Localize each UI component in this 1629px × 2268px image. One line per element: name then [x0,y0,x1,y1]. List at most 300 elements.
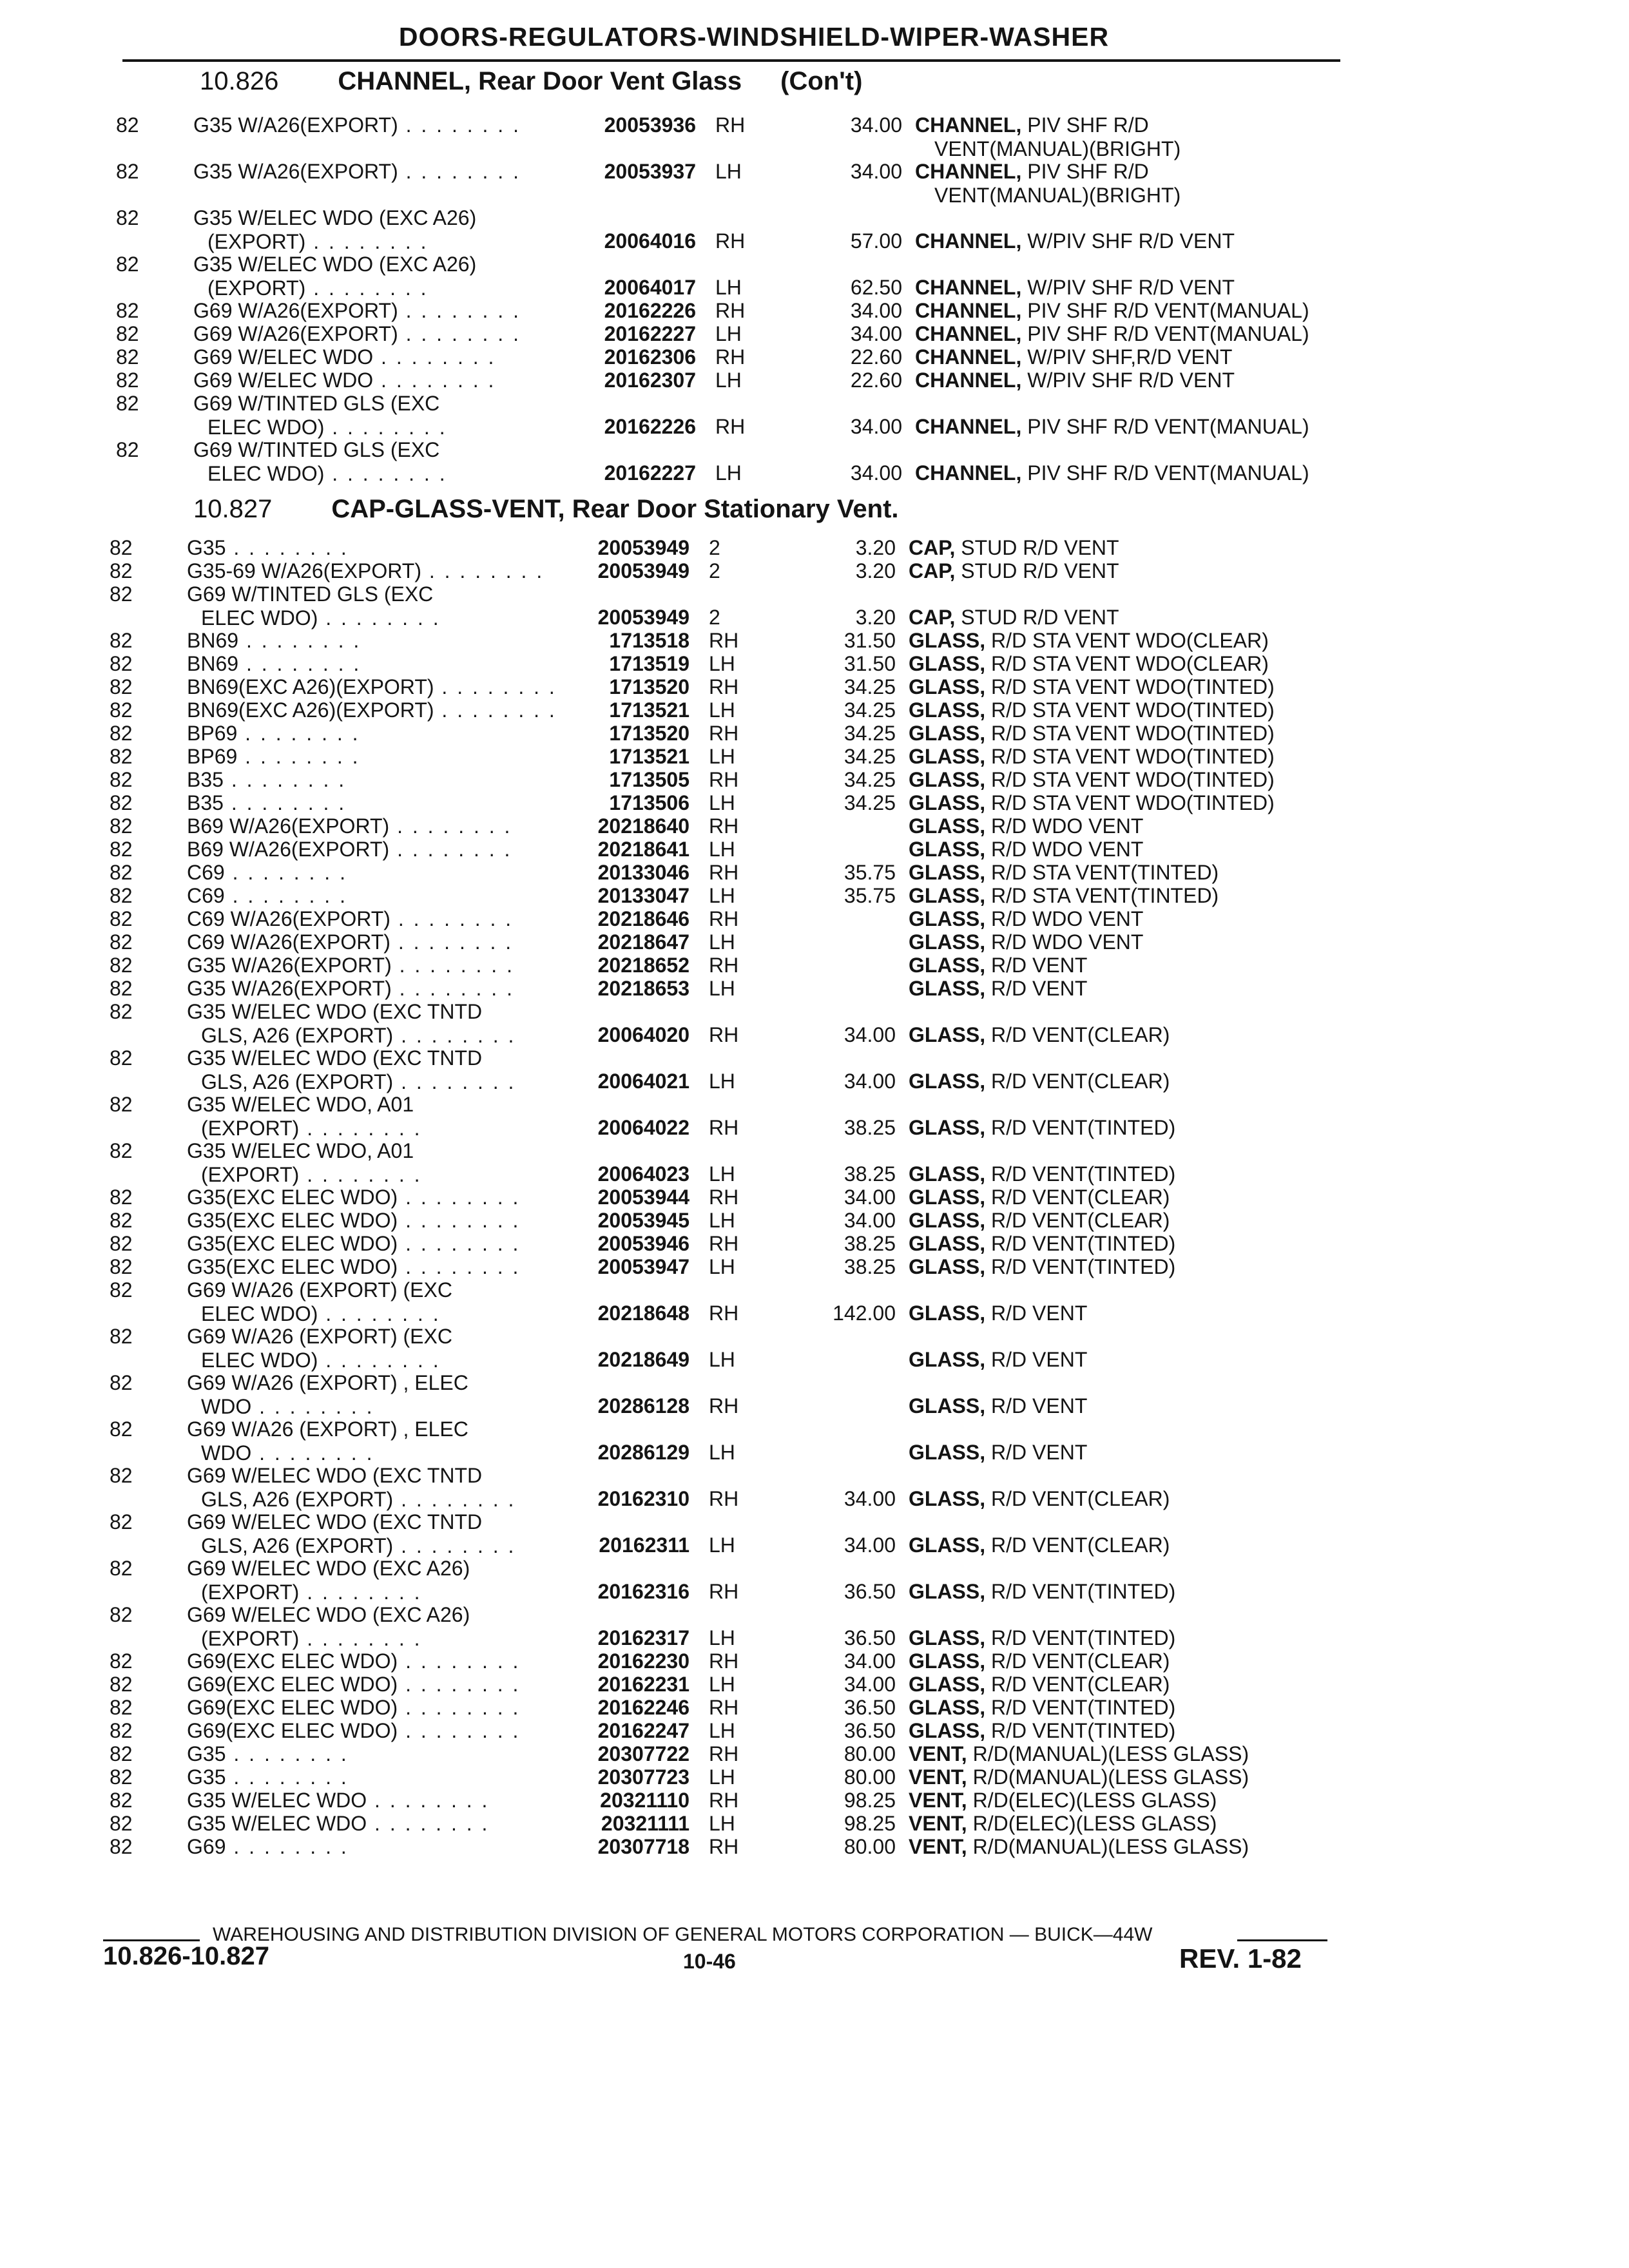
description-cell [915,461,1405,485]
model-cell [193,299,554,323]
table-row [116,299,1340,325]
description-noun: GLASS, [909,930,986,954]
price-cell: 34.00 [850,461,902,485]
price-cell: 34.00 [843,1673,896,1696]
description-cell [909,884,1398,908]
section-number: 10.827 [193,495,273,523]
description-cell [915,345,1405,369]
table-row [110,629,1334,655]
description-cell [909,1626,1398,1650]
price-cell: 22.60 [850,345,902,369]
description-text: R/D STA VENT WDO(CLEAR) [991,629,1269,652]
model-text: G69 W/ELEC WDO (EXC TNTD [187,1464,483,1487]
quantity-cell: 82 [110,1278,133,1302]
model-text: BN69(EXC A26)(EXPORT) . . . . . . . . [187,675,557,698]
price-cell: 34.00 [843,1649,896,1673]
model-cell [187,629,548,653]
description-noun: GLASS, [909,1070,986,1093]
part-number-cell: 20218649 [597,1348,689,1371]
description-cell [915,415,1405,439]
dot-leader: . . . . . . . . [318,606,441,629]
side-cell: LH [709,1162,735,1186]
side-cell: LH [709,1441,735,1464]
side-cell: RH [709,1116,739,1139]
description-text: R/D VENT(TINTED) [991,1580,1176,1603]
model-cell [193,438,554,486]
side-cell: LH [709,977,735,1000]
quantity-cell: 82 [110,1209,133,1232]
price-cell: 38.25 [843,1162,896,1186]
quantity-cell: 82 [110,1093,133,1116]
part-number-cell: 20162246 [597,1696,689,1719]
quantity-cell: 82 [110,629,133,652]
model-cell [187,1789,548,1812]
part-number-cell: 1713518 [609,629,689,652]
description-text: STUD R/D VENT [961,606,1119,629]
price-cell: 3.20 [855,606,896,629]
quantity-cell: 82 [110,791,133,814]
description-text: R/D WDO VENT [991,930,1144,954]
side-cell: LH [709,884,735,907]
part-number-cell: 20053936 [604,113,696,137]
part-number-cell: 20218641 [597,838,689,861]
model-text: G35-69 W/A26(EXPORT) . . . . . . . . [187,559,545,582]
model-text: G69 W/ELEC WDO (EXC A26) [187,1603,470,1626]
model-text-continued: ELEC WDO) . . . . . . . . [207,462,447,485]
model-text: G69 W/ELEC WDO . . . . . . . . [193,345,496,369]
part-number-cell: 20162227 [604,461,696,485]
description-noun: CHANNEL, [915,276,1022,299]
description-noun: GLASS, [909,1209,986,1232]
side-cell: LH [709,1209,735,1232]
model-text: G69(EXC ELEC WDO) . . . . . . . . [187,1719,521,1742]
quantity-cell: 82 [110,1719,133,1742]
side-cell: RH [715,415,746,438]
price-cell: 34.00 [843,1023,896,1046]
model-text: G69 W/A26 (EXPORT) , ELEC [187,1418,468,1441]
dot-leader: . . . . . . . . [367,1812,490,1835]
quantity-cell: 82 [110,1000,133,1023]
model-cell [193,322,554,346]
dot-leader: . . . . . . . . [390,907,514,930]
table-row [110,1418,1334,1465]
footer-rule [1237,1939,1327,1941]
dot-leader: . . . . . . . . [398,322,521,345]
model-text: B69 W/A26(EXPORT) . . . . . . . . [187,814,512,838]
description-text: STUD R/D VENT [961,536,1119,559]
table-row [110,1255,1334,1281]
table-row [116,438,1340,485]
model-text-continued: (EXPORT) . . . . . . . . [201,1581,422,1604]
side-cell: LH [709,1765,735,1789]
side-cell: LH [709,930,735,954]
model-cell [193,253,554,300]
model-text: B35 . . . . . . . . [187,768,347,791]
side-cell: RH [709,1696,739,1719]
dot-leader: . . . . . . . . [226,1835,349,1858]
quantity-cell: 82 [116,113,139,137]
description-text: R/D VENT(CLEAR) [991,1186,1170,1209]
quantity-cell: 82 [110,698,133,722]
description-noun: CHANNEL, [915,345,1022,369]
dot-leader: . . . . . . . . [389,814,512,838]
description-cell [915,160,1405,207]
price-cell: 34.00 [850,322,902,345]
description-noun: GLASS, [909,1580,986,1603]
description-noun: CHANNEL, [915,160,1022,183]
model-text: G69 W/A26 (EXPORT) , ELEC [187,1371,468,1394]
description-text: R/D VENT(TINTED) [991,1626,1176,1649]
part-number-cell: 20218652 [597,954,689,977]
model-text-continued: ELEC WDO) . . . . . . . . [201,1349,441,1372]
description-noun: GLASS, [909,1696,986,1719]
price-cell: 34.00 [843,1209,896,1232]
model-cell [187,884,548,908]
side-cell: LH [715,276,742,299]
model-text: G69(EXC ELEC WDO) . . . . . . . . [187,1673,521,1696]
dot-leader: . . . . . . . . [305,230,429,253]
table-row [110,930,1334,956]
quantity-cell: 82 [110,1046,133,1070]
description-cell [909,1394,1398,1418]
table-row [110,884,1334,910]
side-cell: LH [709,1812,735,1835]
model-cell [187,1278,548,1326]
description-noun: GLASS, [909,1649,986,1673]
model-text-continued: (EXPORT) . . . . . . . . [201,1163,422,1186]
part-number-cell: 20162316 [597,1580,689,1603]
description-text: R/D VENT(TINTED) [991,1696,1176,1719]
description-noun: VENT, [909,1812,967,1835]
dot-leader: . . . . . . . . [398,1186,521,1209]
price-cell: 57.00 [850,229,902,253]
side-cell: RH [709,629,739,652]
description-cell [909,1649,1398,1673]
dot-leader: . . . . . . . . [318,1349,441,1372]
part-number-cell: 20064023 [597,1162,689,1186]
dot-leader: . . . . . . . . [324,462,447,485]
model-cell [187,930,548,954]
description-text: W/PIV SHF R/D VENT [1027,276,1235,299]
model-text: G35(EXC ELEC WDO) . . . . . . . . [187,1255,521,1278]
dot-leader: . . . . . . . . [223,768,347,791]
model-text: BP69 . . . . . . . . [187,745,360,768]
description-noun: CHANNEL, [915,229,1022,253]
quantity-cell: 82 [110,1812,133,1835]
table-row [110,1742,1334,1768]
side-cell: RH [709,768,739,791]
description-text: PIV SHF R/D VENT(MANUAL) [1027,415,1309,438]
dot-leader: . . . . . . . . [398,113,521,137]
part-number-cell: 20162311 [599,1533,689,1557]
description-text: R/D(MANUAL)(LESS GLASS) [972,1765,1249,1789]
quantity-cell: 82 [110,814,133,838]
description-text: R/D STA VENT WDO(TINTED) [991,722,1275,745]
part-number-cell: 20133047 [597,884,689,907]
model-cell [187,1255,548,1279]
model-cell [187,977,548,1001]
description-text: R/D VENT(TINTED) [991,1255,1176,1278]
description-noun: GLASS, [909,745,986,768]
side-cell: 2 [709,536,720,559]
model-text: G35 . . . . . . . . [187,536,349,559]
side-cell: RH [709,1789,739,1812]
table-row [110,1557,1334,1604]
description-noun: CHANNEL, [915,113,1022,137]
description-text: W/PIV SHF,R/D VENT [1027,345,1233,369]
price-cell: 34.25 [843,698,896,722]
description-cell [909,814,1398,838]
description-cell [909,791,1398,815]
page-title: DOORS-REGULATORS-WINDSHIELD-WIPER-WASHER [398,22,1110,52]
price-cell: 34.25 [843,675,896,698]
model-cell [193,206,554,254]
side-cell: RH [709,675,739,698]
side-cell: LH [715,461,742,485]
quantity-cell: 82 [116,206,139,229]
part-number-cell: 20053949 [597,559,689,582]
description-text: STUD R/D VENT [961,559,1119,582]
price-cell: 80.00 [843,1835,896,1858]
side-cell: LH [709,1626,735,1649]
part-number-cell: 1713520 [609,675,689,698]
model-text: G35 W/A26(EXPORT) . . . . . . . . [187,977,514,1000]
model-text: G35 . . . . . . . . [187,1765,349,1789]
part-number-cell: 20162231 [597,1673,689,1696]
table-row [110,977,1334,1003]
model-text-continued: WDO . . . . . . . . [201,1441,374,1465]
model-cell [187,1835,548,1859]
part-number-cell: 20321110 [600,1789,689,1812]
model-cell [187,1765,548,1789]
price-cell: 34.00 [843,1487,896,1510]
quantity-cell: 82 [110,930,133,954]
table-row [116,160,1340,207]
part-number-cell: 20218647 [597,930,689,954]
model-cell [187,814,548,838]
description-noun: GLASS, [909,722,986,745]
dot-leader: . . . . . . . . [324,416,447,439]
description-cell [909,1302,1398,1325]
table-row [110,536,1334,562]
table-row [110,1765,1334,1791]
quantity-cell: 82 [110,1139,133,1162]
description-cell [909,745,1398,769]
dot-leader: . . . . . . . . [373,345,496,369]
part-number-cell: 20321111 [601,1812,689,1835]
description-noun: CAP, [909,606,956,629]
dot-leader: . . . . . . . . [421,559,545,582]
part-number-cell: 1713506 [609,791,689,814]
part-number-cell: 20162307 [604,369,696,392]
model-text: C69 W/A26(EXPORT) . . . . . . . . [187,907,514,930]
description-cell [909,722,1398,745]
dot-leader: . . . . . . . . [318,1302,441,1325]
description-text: R/D STA VENT WDO(CLEAR) [991,652,1269,675]
table-row [110,814,1334,840]
side-cell: RH [709,814,739,838]
description-cell [909,1255,1398,1279]
quantity-cell: 82 [110,1464,133,1487]
price-cell: 36.50 [843,1580,896,1603]
model-text: G35 W/A26(EXPORT) . . . . . . . . [187,954,514,977]
quantity-cell: 82 [116,369,139,392]
description-noun: CHANNEL, [915,299,1022,322]
description-text: R/D VENT(CLEAR) [991,1487,1170,1510]
dot-leader: . . . . . . . . [434,675,557,698]
description-text-continued: VENT(MANUAL)(BRIGHT) [934,137,1181,160]
side-cell: RH [709,722,739,745]
quantity-cell: 82 [110,768,133,791]
model-text: G69 W/ELEC WDO . . . . . . . . [193,369,496,392]
quantity-cell: 82 [110,536,133,559]
table-row [110,1093,1334,1140]
model-cell [187,1186,548,1209]
description-cell [909,675,1398,699]
description-noun: GLASS, [909,1232,986,1255]
dot-leader: . . . . . . . . [224,884,347,907]
table-row [110,1232,1334,1258]
part-number-cell: 20162306 [604,345,696,369]
description-cell [909,1209,1398,1233]
price-cell: 38.25 [843,1232,896,1255]
model-text: G35(EXC ELEC WDO) . . . . . . . . [187,1209,521,1232]
side-cell: LH [709,1673,735,1696]
description-cell [909,930,1398,954]
table-row [110,1371,1334,1418]
model-cell [187,791,548,815]
quantity-cell: 82 [110,1789,133,1812]
description-cell [909,1070,1398,1093]
side-cell: LH [709,652,735,675]
description-cell [915,322,1405,346]
price-cell: 34.00 [850,299,902,322]
description-text: PIV SHF R/D VENT(MANUAL) [1027,299,1309,322]
price-cell: 34.00 [843,1070,896,1093]
price-cell: 35.75 [843,861,896,884]
model-cell [187,1046,548,1094]
table-row [110,1209,1334,1235]
part-number-cell: 20286129 [597,1441,689,1464]
side-cell: LH [709,698,735,722]
model-cell [187,1742,548,1766]
model-cell [187,1649,548,1673]
model-cell [187,1510,548,1558]
description-noun: GLASS, [909,791,986,814]
price-cell: 80.00 [843,1765,896,1789]
price-cell: 80.00 [843,1742,896,1765]
model-text: G69 W/A26(EXPORT) . . . . . . . . [193,299,521,322]
description-text: R/D WDO VENT [991,814,1144,838]
quantity-cell: 82 [110,582,133,606]
model-text: G35(EXC ELEC WDO) . . . . . . . . [187,1186,521,1209]
description-cell [909,1441,1398,1465]
description-cell [909,1812,1398,1836]
quantity-cell: 82 [110,1232,133,1255]
description-text: R/D STA VENT WDO(TINTED) [991,768,1275,791]
table-row [116,253,1340,300]
description-noun: GLASS, [909,1162,986,1186]
price-cell: 34.25 [843,745,896,768]
side-cell: RH [709,907,739,930]
dot-leader: . . . . . . . . [389,838,512,861]
side-cell: RH [715,229,746,253]
model-text: G35 W/A26(EXPORT) . . . . . . . . [193,160,521,183]
description-noun: GLASS, [909,652,986,675]
dot-leader: . . . . . . . . [238,652,361,675]
description-text: R/D STA VENT WDO(TINTED) [991,791,1275,814]
description-noun: GLASS, [909,977,986,1000]
table-row [110,1835,1334,1861]
description-text: R/D VENT [991,1394,1088,1418]
model-cell [187,1209,548,1233]
model-cell [193,392,554,439]
dot-leader: . . . . . . . . [398,1232,521,1255]
model-cell [187,652,548,676]
model-cell [187,675,557,699]
description-noun: GLASS, [909,768,986,791]
model-text: G35 W/ELEC WDO (EXC A26) [193,253,477,276]
side-cell: RH [709,1302,739,1325]
dot-leader: . . . . . . . . [398,1255,521,1278]
table-row [110,861,1334,887]
description-cell [909,1742,1398,1766]
price-cell: 34.25 [843,768,896,791]
description-noun: GLASS, [909,1533,986,1557]
section-continued: (Con't) [780,67,863,95]
side-cell: RH [715,299,746,322]
description-text: R/D STA VENT(TINTED) [991,861,1219,884]
header-rule [122,59,1340,62]
table-row [116,322,1340,348]
model-cell [187,861,548,885]
table-row [116,206,1340,253]
description-text: R/D(MANUAL)(LESS GLASS) [972,1835,1249,1858]
description-cell [909,1116,1398,1140]
quantity-cell: 82 [110,1510,133,1533]
quantity-cell: 82 [110,1255,133,1278]
model-text: G35 W/ELEC WDO, A01 [187,1093,414,1116]
description-noun: GLASS, [909,1394,986,1418]
description-noun: VENT, [909,1835,967,1858]
price-cell: 34.00 [843,1186,896,1209]
price-cell: 36.50 [843,1626,896,1649]
model-cell [187,722,548,745]
model-text: G35 . . . . . . . . [187,1742,349,1765]
model-text: C69 W/A26(EXPORT) . . . . . . . . [187,930,514,954]
part-number-cell: 20053947 [597,1255,689,1278]
part-number-cell: 20064017 [604,276,696,299]
side-cell: RH [709,1742,739,1765]
model-text: G35 W/ELEC WDO (EXC TNTD [187,1046,483,1070]
dot-leader: . . . . . . . . [238,629,361,652]
model-text: G69 W/A26(EXPORT) . . . . . . . . [193,322,521,345]
description-noun: GLASS, [909,884,986,907]
dot-leader: . . . . . . . . [373,369,496,392]
description-noun: CHANNEL, [915,322,1022,345]
part-number-cell: 20218640 [597,814,689,838]
dot-leader: . . . . . . . . [251,1441,374,1465]
description-noun: GLASS, [909,1487,986,1510]
quantity-cell: 82 [110,722,133,745]
model-text: G69 . . . . . . . . [187,1835,349,1858]
model-text-continued: ELEC WDO) . . . . . . . . [207,416,447,439]
footer-section-range: 10.826-10.827 [103,1942,270,1970]
model-cell [187,1371,548,1419]
part-number-cell: 1713505 [609,768,689,791]
price-cell: 98.25 [843,1812,896,1835]
model-cell [187,559,548,583]
